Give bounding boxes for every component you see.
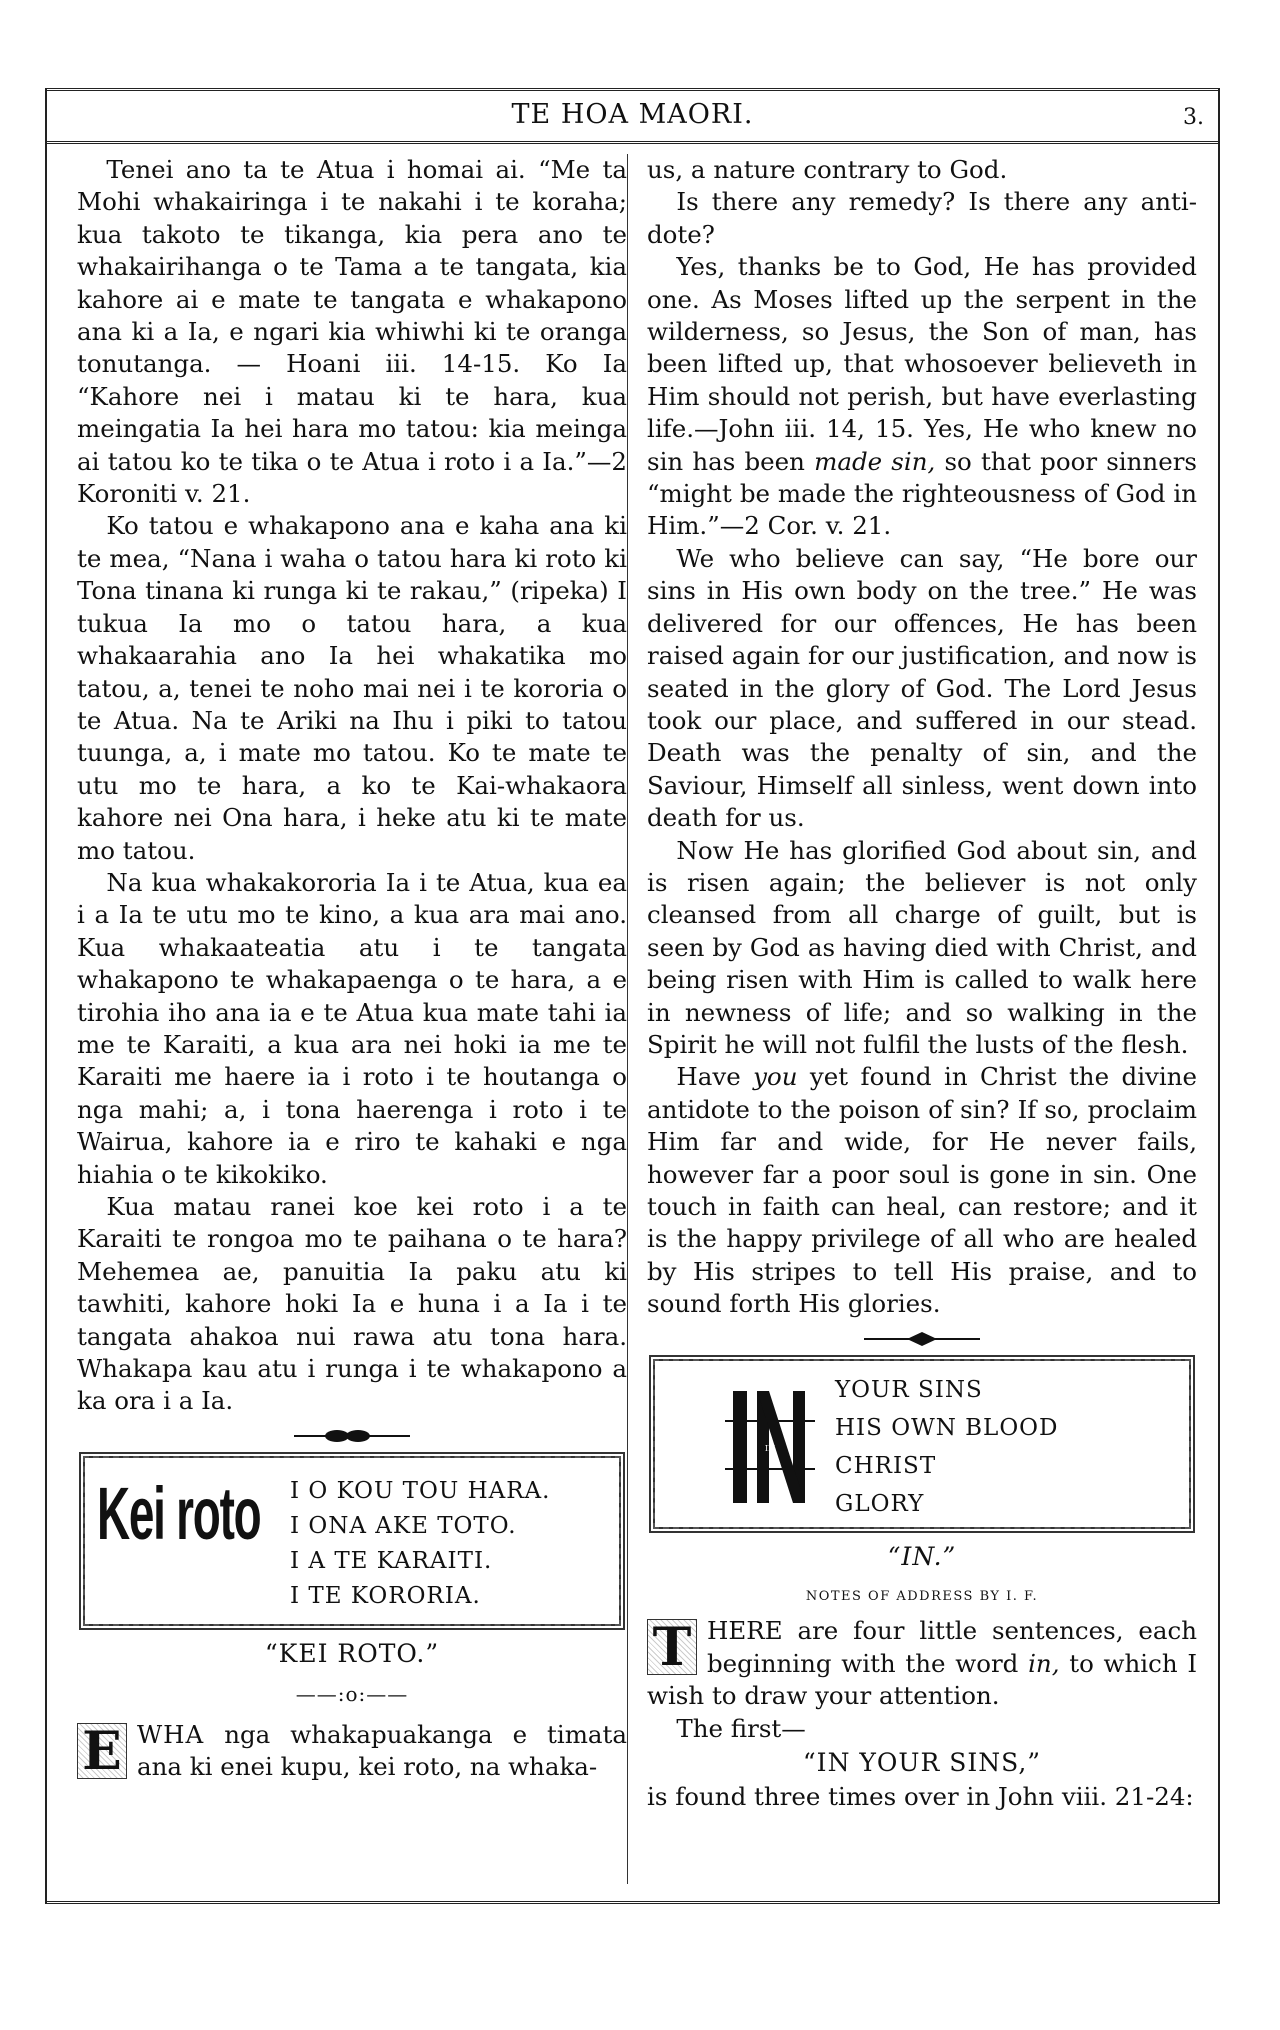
page-number: 3. — [1183, 105, 1204, 130]
right-paragraph-10: is found three times over in John viii. 21-24: — [647, 1782, 1194, 1812]
right-paragraph-2: Is there any remedy? Is there any antidote? — [647, 187, 1197, 249]
dropcap-e: E — [77, 1723, 127, 1779]
right-paragraph-6 — [647, 1061, 1197, 1320]
dropcap-t: T — [647, 1619, 697, 1675]
notes-byline: NOTES OF ADDRESS BY I. F. — [805, 1589, 1039, 1605]
left-p5-lead: WHA — [137, 1719, 205, 1749]
left-paragraph-3: Na kua whakakororia Ia i te Atua, kua ea i a Ia te utu mo te kino, a kua ara mai ano. Kua whakaateatia atu i te tangata whakapono te whakapaenga o te hara, a e tirohia iho ana ia e te Atua kua mate tahi ia me te Karaiti, a kua ara nei hoki ia me te Karaiti me haere ia i roto i te houtanga o nga mahi; a, i tona haerenga i roto i te Wairua, kahore ia e riro te kahaki e nga hiahia o te kikokiko. — [77, 867, 627, 1189]
kei-roto-lines — [290, 1474, 550, 1614]
in-line-2: HIS OWN BLOOD — [835, 1414, 1059, 1441]
kei-roto-title: Kei roto — [97, 1471, 261, 1555]
right-paragraph-7 — [647, 1615, 1197, 1712]
right-paragraph-3 — [647, 251, 1197, 543]
left-column — [77, 154, 627, 1884]
right-p7-lead: HERE — [707, 1616, 783, 1646]
kei-roto-line-3: I A TE KARAITI. — [290, 1547, 493, 1574]
right-p7-text: are four little sentences, each beginning with the word — [707, 1616, 1197, 1678]
right-p7-tail: to which I wish to draw your attention. — [647, 1648, 1197, 1711]
in-monogram-text: IN — [764, 1443, 776, 1453]
kei-roto-box — [79, 1452, 625, 1630]
right-p6-text: yet found in Christ the divine antidote to the poison of sin? If so, proclaim Him far and wide, for He never fails, however far a poor soul is gone in sin. One touch in faith can heal, can restore; and it is the happy privilege of all who are healed by His stripes to tell His praise, and to sound forth His glories. — [647, 1062, 1197, 1319]
kei-roto-heading: “KEI ROTO.” — [264, 1638, 440, 1668]
in-box-lines — [835, 1371, 1058, 1523]
right-p3-emphasis: made sin, — [814, 446, 936, 476]
left-paragraph-5 — [77, 1719, 627, 1784]
diamond-ornament-icon — [862, 1331, 982, 1347]
right-p3-tail: so that poor sinners “might be made the righteousness of God in Him.”—2 Cor. v. 21. — [647, 446, 1197, 541]
in-box — [649, 1355, 1195, 1533]
right-p6-head: Have — [676, 1062, 741, 1092]
left-paragraph-1: Tenei ano ta te Atua i homai ai. “Me ta Mohi whakairinga i te nakahi i te koraha; kua takoto te tikanga, kia pera ano te whakairihanga o te Tama a te tangata, kia kahore ai e mate te tangata e whakapono ana ki a Ia, e ngari kia whiwhi ki te oranga tonutanga. — Hoani iii. 14-15. Ko Ia “Kahore nei i matau ki te hara, kua meingatia Ia hei hara mo tatou: kia meinga ai tatou ko te tika o te Atua i roto i a Ia.”—2 Koroniti v. 21. — [77, 155, 627, 509]
page-header — [47, 88, 1218, 144]
in-line-3: CHRIST — [835, 1452, 937, 1479]
left-p5-text: nga whakapuakanga e timata ana ki enei kupu, kei roto, na whaka- — [137, 1719, 627, 1782]
kei-roto-line-4: I TE KORORIA. — [290, 1582, 481, 1609]
left-paragraph-4: Kua matau ranei koe kei roto i a te Karaiti te rongoa mo te paihana o te hara? Mehemea ae, panuitia Ia paku atu ki tawhiti, kahore hoki Ia e huna i a Ia i te tangata ahakoa nui rawa atu tona hara. Whakapa kau atu i runga i te whakapono a ka ora i a Ia. — [77, 1192, 627, 1416]
right-p6-emphasis: you — [753, 1062, 798, 1092]
in-your-sins-quote: “IN YOUR SINS,” — [802, 1748, 1042, 1778]
ornament-icon — [292, 1428, 412, 1444]
kei-roto-line-1: I O KOU TOU HARA. — [290, 1477, 551, 1504]
right-p7-emphasis: in, — [1028, 1648, 1060, 1678]
right-paragraph-4: We who believe can say, “He bore our sins in His own body on the tree.” He was delivered for our offences, He has been raised again for our justification, and now is seated in the glory of God. The Lord Jesus took our place, and suffered in our stead. Death was the penalty of sin, and the Saviour, Himself all sinless, went down into death for us. — [647, 543, 1197, 833]
kei-roto-subrule: ——:o:—— — [295, 1682, 409, 1707]
in-heading: “IN.” — [887, 1541, 957, 1571]
column-divider — [627, 154, 628, 1884]
left-paragraph-2: Ko tatou e whakapono ana e kaha ana ki te mea, “Nana i waha o tatou hara ki roto ki Tona tinana ki runga ki te rakau,” (ripeka) I tukua Ia mo o tatou hara, a kua whakaarahia ano Ia hei whakatika mo tatou, a, tenei te noho mai nei i te kororia o te Atua. Na te Ariki na Ihu i piki to tatou tuunga, a, i mate mo tatou. Ko te mate te utu mo te hara, a ko te Kai-whakaora kahore nei Ona hara, i heke atu ki te mate mo tatou. — [77, 511, 627, 865]
in-line-1: YOUR SINS — [835, 1376, 983, 1403]
right-paragraph-1: us, a nature contrary to God. — [647, 155, 1008, 184]
ornament-divider-right — [647, 1331, 1197, 1347]
page-title: TE HOA MAORI. — [511, 99, 754, 130]
newspaper-page — [45, 88, 1220, 1904]
in-monogram-icon — [725, 1381, 815, 1511]
right-paragraph-5: Now He has glorified God about sin, and is risen again; the believer is not only cleansed from all charge of guilt, but is seen by God as having died with Christ, and being risen with Him is called to walk here in newness of life; and so walking in the Spirit he will not fulfil the lusts of the flesh. — [647, 835, 1197, 1059]
in-line-4: GLORY — [835, 1490, 925, 1517]
kei-roto-line-2: I ONA AKE TOTO. — [290, 1512, 517, 1539]
right-p3-text: Yes, thanks be to God, He has provided one. As Moses lifted up the serpent in the wilderness, so Jesus, the Son of man, has been lifted up, that whosoever believeth in Him should not perish, but have everlasting life.—John iii. 14, 15. Yes, He who knew no sin has been — [647, 252, 1197, 476]
bottom-rule — [47, 1901, 1218, 1904]
right-column — [647, 154, 1197, 1884]
right-paragraph-8: The first— — [676, 1713, 806, 1743]
ornament-divider — [77, 1428, 627, 1444]
